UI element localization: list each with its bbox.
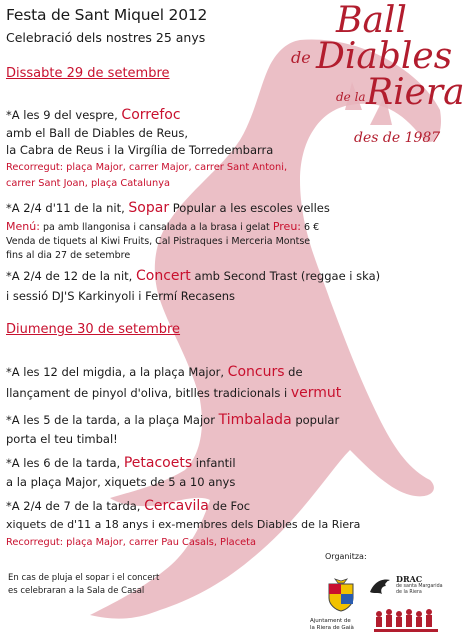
menu-text: pa amb llangonisa i cansalada a la brasa i gelat [42, 222, 270, 233]
cercavila-route: Recorregut: plaça Major, carrer Pau Casals, Placeta [6, 537, 256, 548]
concert-line1 [6, 268, 380, 286]
petacoets-time: *A les 6 de la tarda, [6, 456, 121, 470]
concert-time: *A 2/4 de 12 de la nit, [6, 269, 133, 283]
correfoc-event: Correfoc [121, 107, 181, 123]
dragon-icon [368, 574, 394, 600]
concert-band: amb Second Trast (reggae i ska) [194, 269, 381, 283]
correfoc-line2: amb el Ball de Diables de Reus, [6, 126, 188, 140]
correfoc-line1 [6, 107, 181, 125]
sopar-line1 [6, 200, 330, 218]
page-title: Festa de Sant Miquel 2012 [6, 6, 208, 24]
ball-de-diables-logo [286, 0, 465, 160]
sopar-time: *A 2/4 d'11 de la nit, [6, 201, 125, 215]
page-subtitle: Celebració dels nostres 25 anys [6, 30, 206, 45]
price-value: 6 € [304, 222, 320, 233]
menu-label: Menú: [6, 220, 40, 233]
brand-riera: Riera [366, 72, 465, 113]
tickets-line1: Venda de tiquets al Kiwi Fruits, Cal Pistraques i Merceria Montse [6, 236, 311, 247]
concurs-text: llançament de pinyol d'oliva, bitlles tradicionals i [6, 386, 288, 400]
correfoc-route1: Recorregut: plaça Major, carrer Major, carrer Sant Antoni, [6, 162, 288, 173]
concurs-de: de [288, 365, 303, 379]
concert-event: Concert [136, 268, 191, 284]
timbalada-line2: porta el teu timbal! [6, 432, 118, 446]
saturday-heading: Dissabte 29 de setembre [6, 66, 170, 81]
sopar-location: a les escoles velles [219, 201, 330, 215]
drac-sub1: de santa Margarida [396, 584, 443, 589]
ajuntament-logo [320, 578, 360, 618]
petacoets-infantil: infantil [195, 456, 236, 470]
timbalada-time: *A les 5 de la tarda, a la plaça Major [6, 413, 215, 427]
drac-name: DRAC [396, 574, 423, 584]
concurs-time: *A les 12 del migdia, a la plaça Major, [6, 365, 225, 379]
petacoets-event: Petacoets [123, 455, 193, 471]
correfoc-line3: la Cabra de Reus i la Virgília de Torredembarra [6, 143, 274, 157]
brand-since: des de 1987 [354, 130, 441, 146]
concurs-line1 [6, 364, 303, 382]
correfoc-route2: carrer Sant Joan, plaça Catalunya [6, 178, 171, 189]
brand-diables: Diables [316, 36, 453, 77]
timbalada-popular: popular [295, 413, 340, 427]
cercavila-line2: xiquets de d'11 a 18 anys i ex-membres dels Diables de la Riera [6, 518, 361, 531]
price-label: Preu: [272, 220, 301, 233]
concert-line2: i sessió DJ'S Karkinyoli i Fermí Recasens [6, 289, 236, 303]
coat-of-arms-icon [326, 578, 356, 612]
sopar-menu-line [6, 220, 319, 233]
timbalada-line1 [6, 412, 339, 430]
brand-ball: Ball [336, 0, 407, 41]
petacoets-line2: a la plaça Major, xiquets de 5 a 10 anys [6, 475, 236, 489]
diables-group-logo [372, 605, 444, 635]
organitza-label: Organitza: [325, 552, 367, 561]
cercavila-foc: de Foc [212, 499, 251, 513]
sunday-heading: Diumenge 30 de setembre [6, 322, 181, 337]
concurs-event: Concurs [227, 364, 285, 380]
concurs-line2 [6, 385, 341, 403]
drac-logo [368, 572, 448, 602]
cercavila-line1 [6, 498, 250, 516]
sopar-popular: Popular [172, 201, 216, 215]
rain-note-line2: es celebraran a la Sala de Casal [8, 586, 145, 596]
petacoets-line1 [6, 455, 236, 473]
brand-de-la: de la [336, 90, 366, 104]
drac-sub2: de la Riera [396, 590, 422, 595]
sopar-event: Sopar [128, 200, 170, 216]
rain-note-line1: En cas de pluja el sopar i el concert [8, 573, 160, 583]
ajuntament-text2: la Riera de Gaià [310, 625, 354, 631]
cercavila-event: Cercavila [144, 498, 209, 514]
correfoc-time: *A les 9 del vespre, [6, 108, 118, 122]
timbalada-event: Timbalada [218, 412, 292, 428]
tickets-line2: fins al dia 27 de setembre [6, 250, 131, 261]
vermut-event: vermut [290, 385, 342, 401]
brand-de: de [291, 48, 311, 67]
ajuntament-text1: Ajuntament de [310, 618, 351, 624]
devils-figures-icon [372, 605, 444, 635]
cercavila-time: *A 2/4 de 7 de la tarda, [6, 499, 141, 513]
